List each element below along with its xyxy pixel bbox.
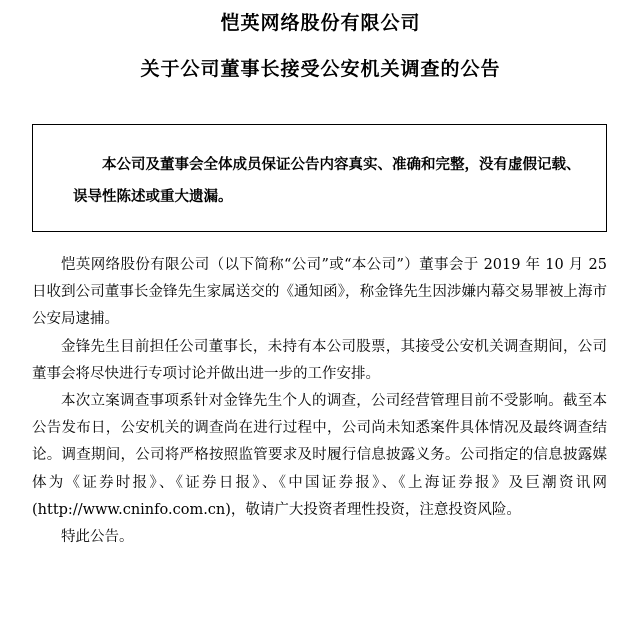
body-paragraph-1: 恺英网络股份有限公司（以下简称“公司”或“本公司”）董事会于 2019 年 10 月 25 日收到公司董事长金锋先生家属送交的《通知函》，称金锋先生因涉嫌内幕交易罪被上海市公安局逮捕。 bbox=[32, 257, 607, 328]
body-paragraph-2: 金锋先生目前担任公司董事长，未持有本公司股票，其接受公安机关调查期间，公司董事会将尽快进行专项讨论并做出进一步的工作安排。 bbox=[32, 338, 607, 382]
announcement-body bbox=[32, 252, 607, 551]
document-title: 关于公司董事长接受公安机关调查的公告 bbox=[140, 58, 501, 80]
company-name: 恺英网络股份有限公司 bbox=[220, 12, 421, 34]
body-paragraph-3: 本次立案调查事项系针对金锋先生个人的调查，公司经营管理目前不受影响。截至本公告发布日，公安机关的调查尚在进行过程中，公司尚未知悉案件具体情况及最终调查结论。调查期间，公司将严格按照监管要求及时履行信息披露义务。公司指定的信息披露媒体为《证券时报》、《证券日报》、《中国证券报》、《上海证券报》及巨潮资讯网(http://www.cninfo.com.cn)，敬请广大投资者理性投资，注意投资风险。 bbox=[32, 393, 607, 518]
notice-box bbox=[32, 124, 607, 232]
closing-statement: 特此公告。 bbox=[61, 529, 134, 546]
notice-statement: 本公司及董事会全体成员保证公告内容真实、准确和完整，没有虚假记载、误导性陈述或重大遗漏。 bbox=[73, 157, 581, 205]
